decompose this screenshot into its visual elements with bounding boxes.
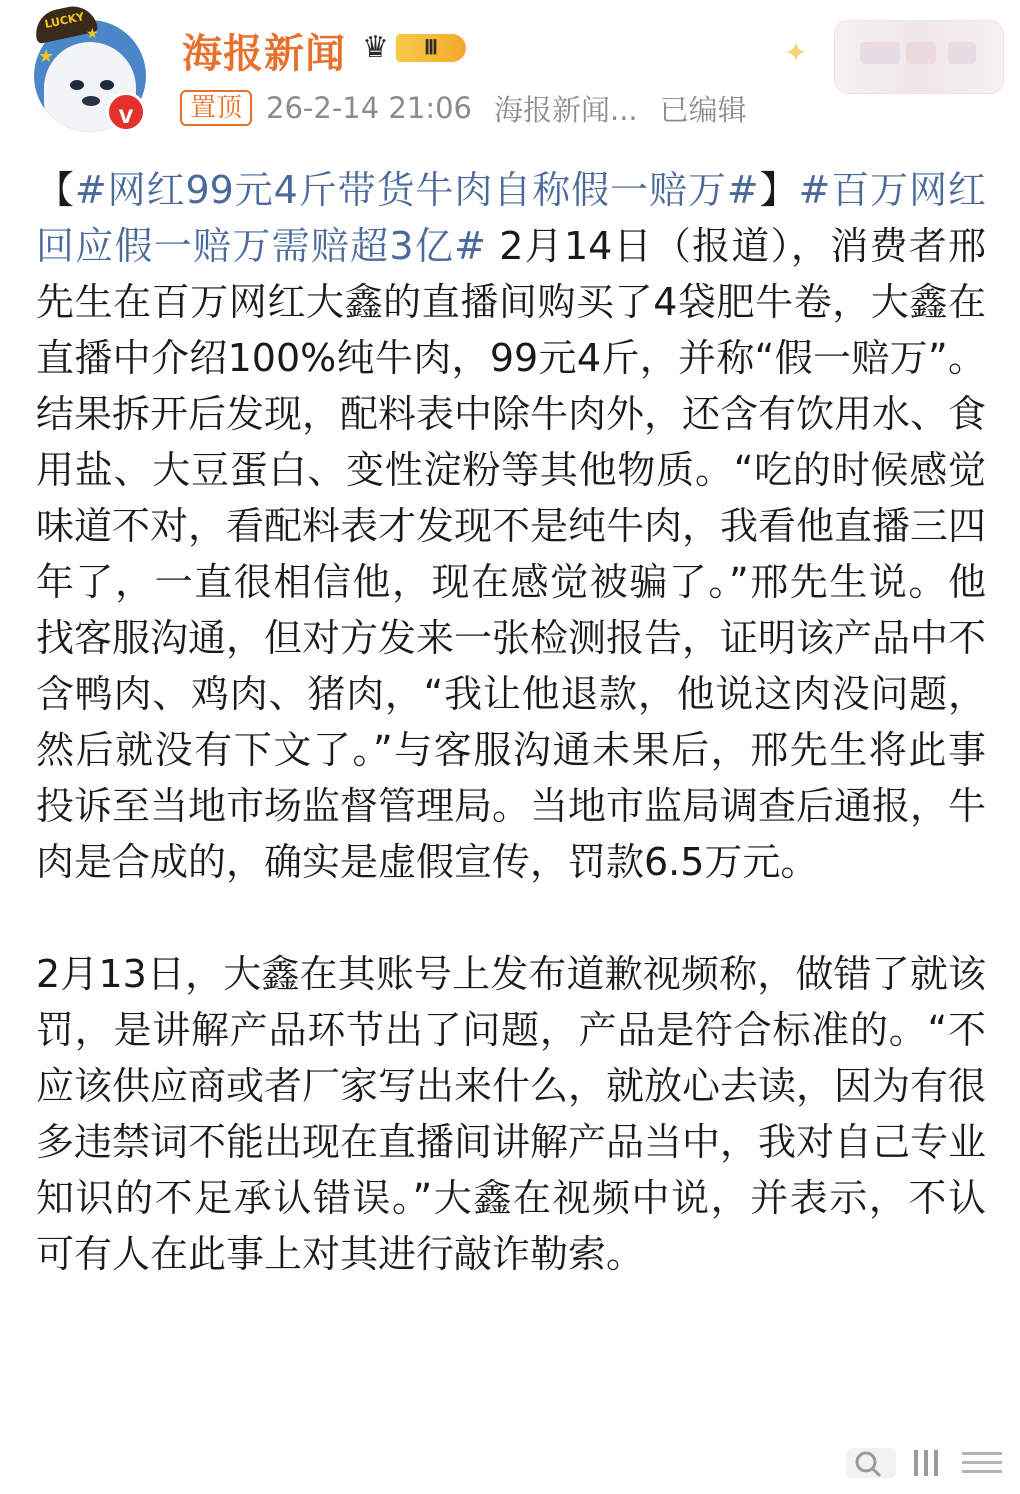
- post-source[interactable]: 海报新闻...: [494, 92, 638, 127]
- post-body: [36, 162, 986, 1282]
- star-icon: ★: [86, 26, 99, 42]
- bar: [924, 1450, 928, 1476]
- blurred-bar: [860, 42, 900, 64]
- search-icon[interactable]: [846, 1448, 896, 1478]
- sparkle-icon: ✦: [784, 36, 808, 69]
- avatar-eye-right: [100, 80, 114, 90]
- crown-icon: ♛: [362, 30, 389, 65]
- blurred-bar: [948, 42, 976, 64]
- line: [962, 1461, 1002, 1464]
- line: [962, 1452, 1002, 1455]
- post-paragraph: [36, 946, 986, 1282]
- level-badge[interactable]: [362, 30, 466, 66]
- edited-label[interactable]: 已编辑: [659, 92, 747, 127]
- post-meta: [180, 88, 769, 128]
- bar: [934, 1450, 938, 1476]
- post-header: [0, 0, 1020, 150]
- star-icon: ★: [38, 46, 55, 67]
- reader-controls: [846, 1448, 1006, 1482]
- post-paragraph: [36, 162, 986, 890]
- paragraph-gap: [36, 890, 986, 946]
- avatar-nose: [82, 96, 100, 106]
- hashtag-link[interactable]: #百万网红回应假一赔万需赔超3亿#: [36, 168, 986, 268]
- column-view-icon[interactable]: [906, 1448, 950, 1478]
- post-timestamp: 26-2-14 21:06: [266, 91, 472, 125]
- follow-button-blurred[interactable]: [780, 14, 1002, 94]
- avatar-eye-left: [70, 80, 84, 90]
- text-segment: 2月14日（报道），消费者邢先生在百万网红大鑫的直播间购买了4袋肥牛卷，大鑫在直播中介绍100%纯牛肉，99元4斤，并称“假一赔万”。结果拆开后发现，配料表中除牛肉外，还含有饮用水、食用盐、大豆蛋白、变性淀粉等其他物质。“吃的时候感觉味道不对，看配料表才发现不是纯牛肉，我看他直播三四年了，一直很相信他，现在感觉被骗了。”邢先生说。他找客服沟通，但对方发来一张检测报告，证明该产品中不含鸭肉、鸡肉、猪肉，“我让他退款，他说这肉没问题，然后就没有下文了。”与客服沟通未果后，邢先生将此事投诉至当地市场监督管理局。当地市监局调查后通报，牛肉是合成的，确实是虚假宣传，罚款6.5万元。: [36, 224, 987, 884]
- text-segment: 2月13日，大鑫在其账号上发布道歉视频称，做错了就该罚，是讲解产品环节出了问题，产品是符合标准的。“不应该供应商或者厂家写出来什么，就放心去读，因为有很多违禁词不能出现在直播间讲解产品当中，我对自己专业知识的不足承认错误。”大鑫在视频中说，并表示，不认可有人在此事上对其进行敲诈勒索。: [36, 952, 987, 1276]
- line: [962, 1470, 1002, 1473]
- lucky-hat-icon: LUCKY: [32, 2, 99, 44]
- verified-v-icon: v: [106, 92, 146, 132]
- pinned-tag: 置顶: [180, 90, 252, 126]
- level-badge-label: Ⅲ: [396, 34, 466, 62]
- blurred-bar: [906, 42, 936, 64]
- hashtag-link[interactable]: #网红99元4斤带货牛肉自称假一赔万#: [74, 168, 759, 212]
- bar: [914, 1450, 918, 1476]
- author-name[interactable]: 海报新闻: [182, 31, 346, 77]
- list-view-icon[interactable]: [962, 1448, 1006, 1478]
- text-segment: 】: [758, 168, 799, 212]
- text-segment: 【: [36, 168, 75, 212]
